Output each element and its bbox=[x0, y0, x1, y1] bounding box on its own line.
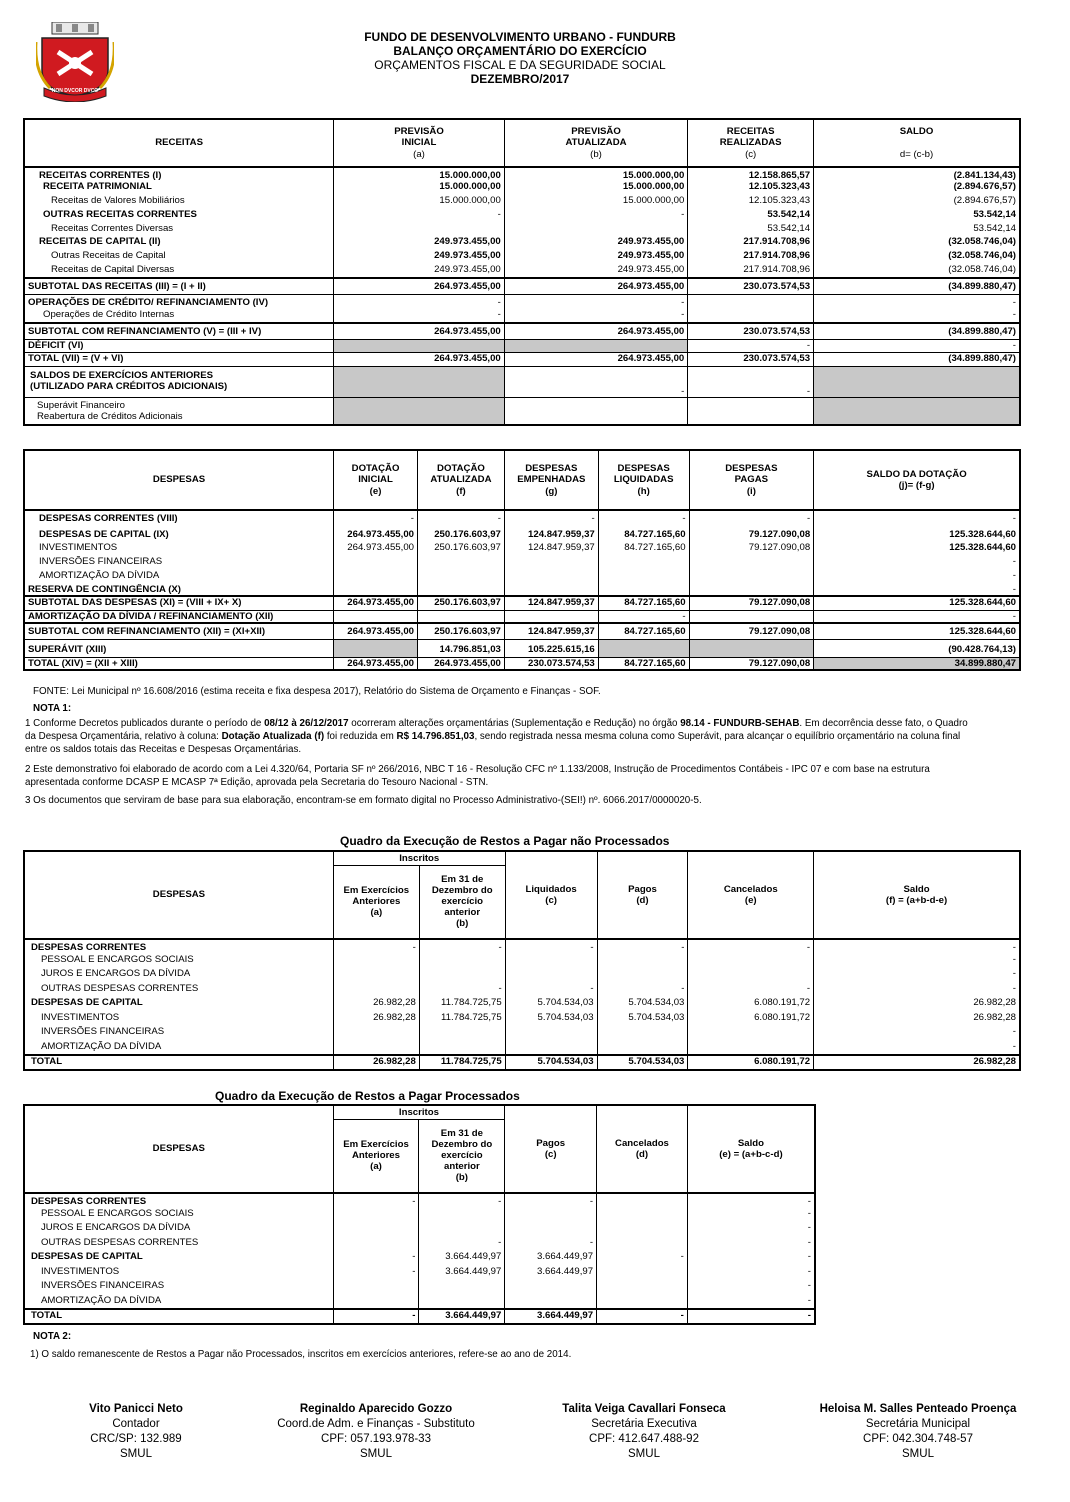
cell-a bbox=[333, 1237, 419, 1252]
cell-c bbox=[505, 1041, 597, 1056]
cell-b bbox=[419, 1026, 505, 1041]
nota1-text: 1 Conforme Decretos publicados durante o período de 08/12 à 26/12/2017 ocorreram alterações orçamentárias (Suplementação e Redução) no órgão 98.14 - FUNDURB-SEHAB. Em decorrência desse fato, o Quadro da Despesa Orçamentária, relativo à coluna: Dotação Atualizada (f) foi reduzida em R$ 14.796.851,03, sendo registrada nessa mesma coluna como Superávit, para alcançar o equilíbrio orçamentário na coluna final entre os saldos totais das Receitas e Despesas Orçamentárias. bbox=[25, 718, 968, 755]
cell-a: - bbox=[333, 1193, 419, 1208]
cell-d bbox=[597, 954, 688, 969]
table-row: DÉFICIT (VI) - - bbox=[24, 339, 1020, 352]
cell-c: - bbox=[505, 939, 597, 954]
cell-a bbox=[333, 968, 419, 983]
cell-d bbox=[597, 1280, 688, 1295]
table-row bbox=[24, 1012, 1020, 1027]
cell-a bbox=[333, 1026, 419, 1041]
rpp-header-e: Saldo (e) = (a+b-c-d) bbox=[687, 1105, 815, 1193]
table-row: DESPESAS DE CAPITAL (IX) 264.973.455,00 250.176.603,97 124.847.959,37 84.727.165,60 79.127.090,08 125.328.644,60 bbox=[24, 527, 1020, 542]
table-row: AMORTIZAÇÃO DA DÍVIDA - bbox=[24, 570, 1020, 584]
cell-e bbox=[688, 1041, 814, 1056]
cell-a bbox=[333, 1295, 419, 1310]
cell-d bbox=[597, 1208, 688, 1223]
table-row: TOTAL (XIV) = (XII + XIII) 264.973.455,00 264.973.455,00 230.073.574,53 84.727.165,60 79.127.090,08 34.899.880,47 bbox=[24, 657, 1020, 670]
rpp-title: Quadro da Execução de Restos a Pagar Processados bbox=[215, 1089, 520, 1103]
source-note: FONTE: Lei Municipal nº 16.608/2016 (estima receita e fixa despesa 2017), Relatório do Sistema de Orçamento e Finanças - SOF. bbox=[33, 686, 601, 697]
cell-d: - bbox=[597, 939, 688, 954]
rpp-header-b: Em 31 de Dezembro do exercício anterior (b) bbox=[419, 1119, 505, 1193]
cell-e bbox=[688, 968, 814, 983]
cell-b: 3.664.449,97 bbox=[419, 1266, 505, 1281]
cell-b bbox=[419, 1041, 505, 1056]
cell-c bbox=[505, 968, 597, 983]
table-row bbox=[24, 954, 1020, 969]
row-label: DESPESAS DE CAPITAL bbox=[31, 997, 143, 1008]
cell-e: - bbox=[687, 1237, 815, 1252]
row-label: AMORTIZAÇÃO DA DÍVIDA bbox=[41, 1040, 162, 1052]
table-row: RECEITA PATRIMONIAL 15.000.000,00 15.000.000,00 12.105.323,43 (2.894.676,57) bbox=[24, 181, 1020, 195]
rpnp-header-inscritos: Inscritos bbox=[333, 851, 505, 865]
rpp-header-label: DESPESAS bbox=[24, 1105, 333, 1193]
table-row bbox=[24, 968, 1020, 983]
despesas-header-f: DOTAÇÃO ATUALIZADA (f) bbox=[418, 450, 505, 510]
table-row: Receitas de Capital Diversas 249.973.455,00 249.973.455,00 217.914.708,96 (32.058.746,04) bbox=[24, 264, 1020, 278]
cell-e: - bbox=[687, 1251, 815, 1266]
table-row: SUBTOTAL COM REFINANCIAMENTO (XII) = (XI+XII) 264.973.455,00 250.176.603,97 124.847.959,37 84.727.165,60 79.127.090,08 125.328.644,60 bbox=[24, 623, 1020, 639]
receitas-header-label: RECEITAS bbox=[24, 119, 334, 167]
cell-f: - bbox=[814, 968, 1020, 983]
header-fund-name: FUNDO DE DESENVOLVIMENTO URBANO - FUNDURB bbox=[364, 30, 676, 44]
table-row: SUBTOTAL COM REFINANCIAMENTO (V) = (III + IV) 264.973.455,00 264.973.455,00 230.073.574,53 (34.899.880,47) bbox=[24, 323, 1020, 339]
cell-c: 3.664.449,97 bbox=[505, 1251, 597, 1266]
cell-b: 3.664.449,97 bbox=[419, 1251, 505, 1266]
table-row: OPERAÇÕES DE CRÉDITO/ REFINANCIAMENTO (IV) - - - bbox=[24, 294, 1020, 309]
cell-f: 26.982,28 bbox=[814, 997, 1020, 1012]
header-budget-scope: ORÇAMENTOS FISCAL E DA SEGURIDADE SOCIAL bbox=[374, 58, 666, 72]
row-label: PESSOAL E ENCARGOS SOCIAIS bbox=[41, 953, 194, 965]
receitas-header-realizadas: RECEITAS REALIZADAS (c) bbox=[688, 119, 814, 167]
receitas-table bbox=[23, 118, 1021, 426]
rpnp-table bbox=[23, 850, 1021, 1071]
table-row: TOTAL (VII) = (V + VI) 264.973.455,00 264.973.455,00 230.073.574,53 (34.899.880,47) bbox=[24, 352, 1020, 366]
cell-a: - bbox=[333, 1251, 419, 1266]
cell-e: - bbox=[688, 983, 814, 998]
cell-a: 26.982,28 bbox=[333, 1012, 419, 1027]
table-row bbox=[24, 1041, 1020, 1056]
cell-b bbox=[419, 954, 505, 969]
row-label: DESPESAS DE CAPITAL bbox=[31, 1251, 143, 1262]
cell-b: - bbox=[419, 939, 505, 954]
cell-e bbox=[688, 954, 814, 969]
cell-b bbox=[419, 1222, 505, 1237]
signature-block: Heloisa M. Salles Penteado Proença Secretária Municipal CPF: 042.304.748-57 SMUL bbox=[819, 1403, 1017, 1460]
receitas-header-prev-atualizada: PREVISÃO ATUALIZADA (b) bbox=[504, 119, 688, 167]
cell-d: 5.704.534,03 bbox=[597, 997, 688, 1012]
table-row: RESERVA DE CONTINGÊNCIA (X) - bbox=[24, 584, 1020, 596]
cell-e: - bbox=[687, 1280, 815, 1295]
cell-d: 5.704.534,03 bbox=[597, 1012, 688, 1027]
row-label: JUROS E ENCARGOS DA DÍVIDA bbox=[41, 1222, 191, 1233]
table-row: Outras Receitas de Capital 249.973.455,00 249.973.455,00 217.914.708,96 (32.058.746,04) bbox=[24, 250, 1020, 264]
cell-e: - bbox=[687, 1266, 815, 1281]
cell-e: - bbox=[687, 1193, 815, 1208]
table-row bbox=[24, 939, 1020, 954]
table-row: INVESTIMENTOS 264.973.455,00 250.176.603,97 124.847.959,37 84.727.165,60 79.127.090,08 125.328.644,60 bbox=[24, 542, 1020, 556]
cell-f: 26.982,28 bbox=[814, 1012, 1020, 1027]
cell-c: 5.704.534,03 bbox=[505, 1012, 597, 1027]
signature-block: Talita Veiga Cavallari Fonseca Secretária Executiva CPF: 412.647.488-92 SMUL bbox=[562, 1403, 726, 1460]
rpnp-header-label: DESPESAS bbox=[24, 851, 333, 939]
row-label: INVESTIMENTOS bbox=[41, 1011, 120, 1023]
row-label: DESPESAS CORRENTES bbox=[31, 1196, 147, 1207]
nota1-item3: 3 Os documentos que serviram de base para sua elaboração, encontram-se em formato digital no Processo Administrativo-(SEI!) nº. 6066.2017/0000020-5. bbox=[25, 795, 702, 806]
cell-b bbox=[419, 968, 505, 983]
cell-d bbox=[597, 1193, 688, 1208]
rpp-header-c: Pagos (c) bbox=[505, 1105, 597, 1193]
document-header bbox=[300, 30, 740, 86]
cell-c bbox=[505, 1280, 597, 1295]
table-row bbox=[24, 1280, 815, 1295]
receitas-header-prev-inicial: PREVISÃO INICIAL (a) bbox=[334, 119, 505, 167]
cell-d bbox=[597, 1222, 688, 1237]
signature-block: Reginaldo Aparecido Gozzo Coord.de Adm. e Finanças - Substituto CPF: 057.193.978-33 SMUL bbox=[277, 1403, 475, 1460]
city-coat-of-arms-logo bbox=[36, 22, 114, 102]
cell-e bbox=[688, 1026, 814, 1041]
cell-c: - bbox=[505, 983, 597, 998]
cell-a: - bbox=[333, 1266, 419, 1281]
cell-f: - bbox=[814, 1026, 1020, 1041]
cell-b: 11.784.725,75 bbox=[419, 1012, 505, 1027]
cell-d: - bbox=[597, 983, 688, 998]
table-row bbox=[24, 1193, 815, 1208]
table-row bbox=[24, 1026, 1020, 1041]
despesas-header-i: DESPESAS PAGAS (i) bbox=[689, 450, 814, 510]
cell-b: 11.784.725,75 bbox=[419, 997, 505, 1012]
cell-a: 26.982,28 bbox=[333, 997, 419, 1012]
table-row: TOTAL - 3.664.449,97 3.664.449,97 - - bbox=[24, 1309, 815, 1324]
cell-d bbox=[597, 1237, 688, 1252]
cell-d bbox=[597, 968, 688, 983]
rpnp-header-b: Em 31 de Dezembro do exercício anterior (b) bbox=[419, 865, 505, 939]
despesas-header-g: DESPESAS EMPENHADAS (g) bbox=[504, 450, 598, 510]
cell-f: - bbox=[814, 983, 1020, 998]
cell-e: 6.080.191,72 bbox=[688, 1012, 814, 1027]
table-row: Receitas de Valores Mobiliários 15.000.000,00 15.000.000,00 12.105.323,43 (2.894.676,57) bbox=[24, 195, 1020, 209]
rpp-header-inscritos: Inscritos bbox=[333, 1105, 505, 1119]
cell-a bbox=[333, 1222, 419, 1237]
rpp-table bbox=[23, 1104, 816, 1325]
table-row: Superávit Financeiro Reabertura de Créditos Adicionais bbox=[24, 397, 1020, 425]
rpnp-header-e: Cancelados (e) bbox=[688, 851, 814, 939]
table-row bbox=[24, 1266, 815, 1281]
rpp-header-a: Em Exercícios Anteriores (a) bbox=[333, 1119, 419, 1193]
cell-e: - bbox=[687, 1295, 815, 1310]
cell-d bbox=[597, 1295, 688, 1310]
cell-c: 3.664.449,97 bbox=[505, 1266, 597, 1281]
cell-c bbox=[505, 1295, 597, 1310]
receitas-header-saldo: SALDO d= (c-b) bbox=[814, 119, 1020, 167]
row-label: INVERSÕES FINANCEIRAS bbox=[41, 1280, 165, 1291]
cell-f: - bbox=[814, 954, 1020, 969]
cell-c bbox=[505, 954, 597, 969]
table-row: SALDOS DE EXERCÍCIOS ANTERIORES (UTILIZADO PARA CRÉDITOS ADICIONAIS) - - bbox=[24, 366, 1020, 397]
row-label: PESSOAL E ENCARGOS SOCIAIS bbox=[41, 1207, 194, 1219]
row-label: DESPESAS CORRENTES bbox=[31, 942, 147, 953]
nota2-title: NOTA 2: bbox=[33, 1331, 72, 1342]
rpp-header-d: Cancelados (d) bbox=[597, 1105, 688, 1193]
row-label: OUTRAS DESPESAS CORRENTES bbox=[41, 982, 199, 994]
rpnp-header-d: Pagos (d) bbox=[597, 851, 688, 939]
table-row bbox=[24, 1237, 815, 1252]
cell-b bbox=[419, 1208, 505, 1223]
cell-b: - bbox=[419, 1193, 505, 1208]
table-row: SUPERÁVIT (XIII) 14.796.851,03 105.225.615,16 (90.428.764,13) bbox=[24, 639, 1020, 657]
table-row bbox=[24, 1251, 815, 1266]
cell-a: - bbox=[333, 939, 419, 954]
cell-d: - bbox=[597, 1251, 688, 1266]
cell-d bbox=[597, 1041, 688, 1056]
logo-motto: NON DVCOR DVCO bbox=[51, 88, 99, 94]
table-row bbox=[24, 983, 1020, 998]
cell-e: - bbox=[688, 939, 814, 954]
table-row: OUTRAS RECEITAS CORRENTES - - 53.542,14 53.542,14 bbox=[24, 209, 1020, 223]
cell-c bbox=[505, 1208, 597, 1223]
cell-c: 5.704.534,03 bbox=[505, 997, 597, 1012]
despesas-header-j: SALDO DA DOTAÇÃO (j)= (f-g) bbox=[814, 450, 1020, 510]
despesas-table bbox=[23, 449, 1021, 671]
table-row: SUBTOTAL DAS DESPESAS (XI) = (VIII + IX+ X) 264.973.455,00 250.176.603,97 124.847.959,37 84.727.165,60 79.127.090,08 125.328.644,60 bbox=[24, 596, 1020, 610]
table-row: SUBTOTAL DAS RECEITAS (III) = (I + II) 264.973.455,00 264.973.455,00 230.073.574,53 (34.899.880,47) bbox=[24, 278, 1020, 294]
despesas-header-e: DOTAÇÃO INICIAL (e) bbox=[334, 450, 418, 510]
cell-b: - bbox=[419, 1237, 505, 1252]
nota1-item2: 2 Este demonstrativo foi elaborado de acordo com a Lei 4.320/64, Portaria SF nº 266/2016, NBC T 16 - Resolução CFC nº 1.133/2008, Instrução de Procedimentos Contábeis - IPC 07 e com base na estrutura apresentada conforme DCASP E MCASP 7ª Edição, aprovada pela Secretaria do Tesouro Nacional - STN. bbox=[25, 764, 930, 788]
despesas-header-label: DESPESAS bbox=[24, 450, 334, 510]
cell-d bbox=[597, 1266, 688, 1281]
cell-e: 6.080.191,72 bbox=[688, 997, 814, 1012]
table-row bbox=[24, 1208, 815, 1223]
header-report-name: BALANÇO ORÇAMENTÁRIO DO EXERCÍCIO bbox=[393, 44, 647, 58]
cell-b bbox=[419, 1295, 505, 1310]
cell-a bbox=[333, 1208, 419, 1223]
table-row: AMORTIZAÇÃO DA DÍVIDA / REFINANCIAMENTO (XII) - - bbox=[24, 610, 1020, 623]
nota2-text: 1) O saldo remanescente de Restos a Pagar não Processados, inscritos em exercícios anteriores, refere-se ao ano de 2014. bbox=[30, 1349, 572, 1360]
table-row: DESPESAS CORRENTES (VIII) - - - - - - bbox=[24, 510, 1020, 527]
row-label: AMORTIZAÇÃO DA DÍVIDA bbox=[41, 1294, 162, 1306]
cell-c bbox=[505, 1026, 597, 1041]
table-row: Operações de Crédito Internas - - - bbox=[24, 309, 1020, 323]
table-row: RECEITAS DE CAPITAL (II) 249.973.455,00 249.973.455,00 217.914.708,96 (32.058.746,04) bbox=[24, 236, 1020, 250]
row-label: INVERSÕES FINANCEIRAS bbox=[41, 1026, 165, 1037]
row-label: JUROS E ENCARGOS DA DÍVIDA bbox=[41, 968, 191, 979]
nota1-title: NOTA 1: bbox=[33, 703, 72, 714]
signature-block: Vito Panicci Neto Contador CRC/SP: 132.989 SMUL bbox=[89, 1403, 183, 1460]
table-row: TOTAL 26.982,28 11.784.725,75 5.704.534,03 5.704.534,03 6.080.191,72 26.982,28 bbox=[24, 1055, 1020, 1070]
cell-e: - bbox=[687, 1222, 815, 1237]
cell-c: - bbox=[505, 1193, 597, 1208]
rpnp-header-a: Em Exercícios Anteriores (a) bbox=[333, 865, 419, 939]
cell-a bbox=[333, 954, 419, 969]
table-row: INVERSÕES FINANCEIRAS - bbox=[24, 556, 1020, 570]
despesas-header-h: DESPESAS LIQUIDADAS (h) bbox=[598, 450, 689, 510]
table-row bbox=[24, 1295, 815, 1310]
cell-b bbox=[419, 1280, 505, 1295]
cell-c: - bbox=[505, 1237, 597, 1252]
rpnp-title: Quadro da Execução de Restos a Pagar não Processados bbox=[340, 834, 670, 848]
header-period: DEZEMBRO/2017 bbox=[470, 72, 570, 86]
cell-a bbox=[333, 1041, 419, 1056]
cell-f: - bbox=[814, 1041, 1020, 1056]
table-row bbox=[24, 997, 1020, 1012]
cell-e: - bbox=[687, 1208, 815, 1223]
row-label: INVESTIMENTOS bbox=[41, 1265, 120, 1277]
table-row: Receitas Correntes Diversas 53.542,14 53.542,14 bbox=[24, 223, 1020, 236]
cell-d bbox=[597, 1026, 688, 1041]
row-label: OUTRAS DESPESAS CORRENTES bbox=[41, 1236, 199, 1248]
cell-f: - bbox=[814, 939, 1020, 954]
rpnp-header-c: Liquidados (c) bbox=[505, 851, 597, 939]
table-row bbox=[24, 1222, 815, 1237]
rpnp-header-f: Saldo (f) = (a+b-d-e) bbox=[814, 851, 1020, 939]
cell-a bbox=[333, 1280, 419, 1295]
cell-b: - bbox=[419, 983, 505, 998]
table-row: RECEITAS CORRENTES (I) 15.000.000,00 15.000.000,00 12.158.865,57 (2.841.134,43) bbox=[24, 167, 1020, 181]
cell-c bbox=[505, 1222, 597, 1237]
cell-a bbox=[333, 983, 419, 998]
